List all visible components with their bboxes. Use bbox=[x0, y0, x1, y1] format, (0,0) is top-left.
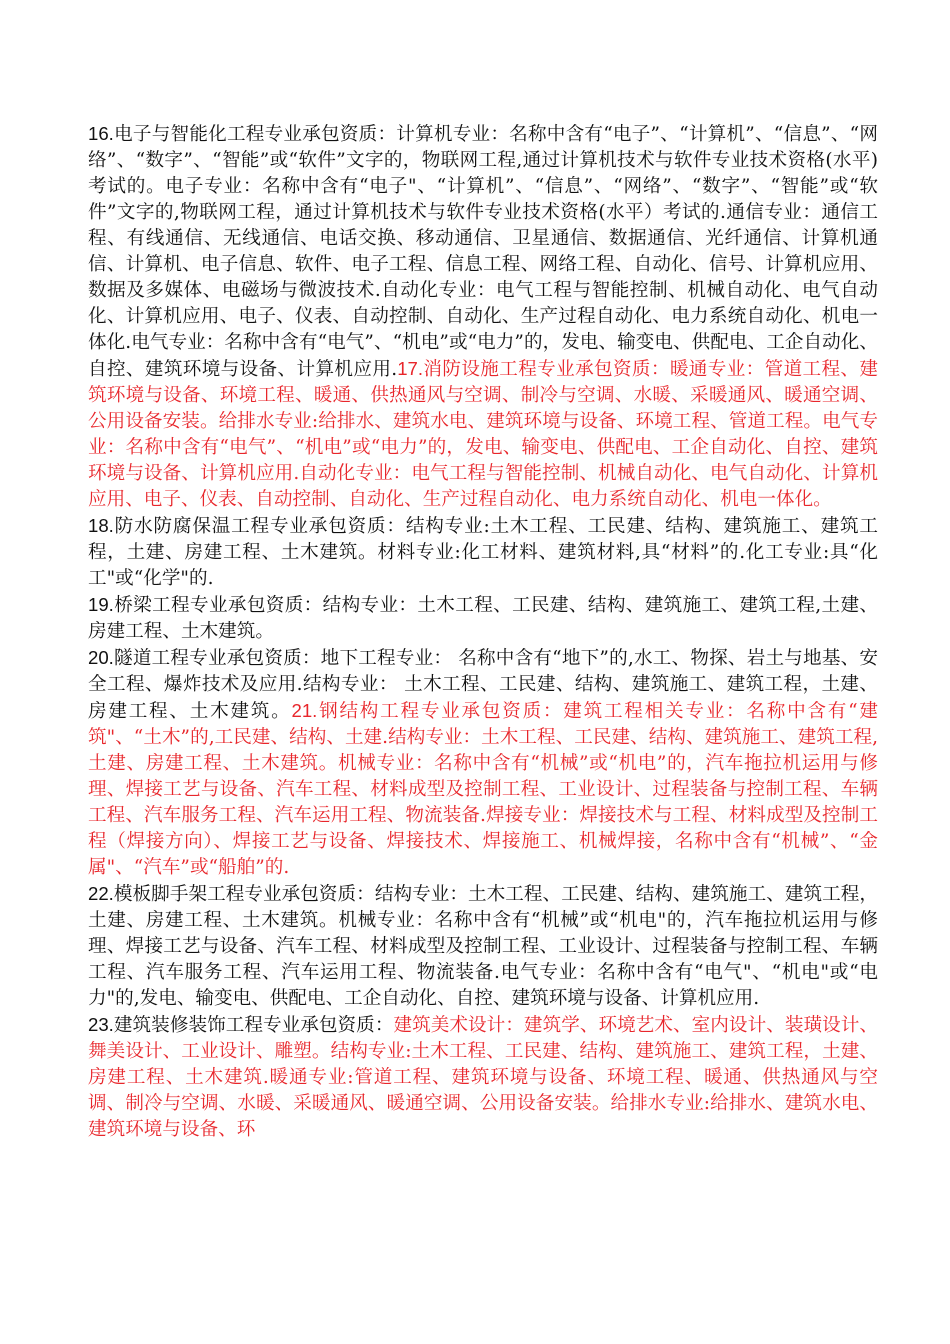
item-number-highlighted: 21. bbox=[291, 700, 318, 721]
item-number: 16. bbox=[88, 123, 114, 144]
paragraph-22 bbox=[88, 881, 878, 1012]
highlighted-text: 钢结构工程专业承包资质：建筑工程相关专业：名称中含有“建筑"、“土木”的,工民建、结构、土建.结构专业：土木工程、工民建、结构、建筑施工、建筑工程,土建、房建工程、土木建筑。机械专业：名称中含有“机械”或“机电”的，汽车拖拉机运用与修理、焊接工艺与设备、汽车工程、材料成型及控制工程、工业设计、过程装备与控制工程、车辆工程、汽车服务工程、汽车运用工程、物流装备.焊接专业：焊接技术与工程、材料成型及控制工程（焊接方向）、焊接工艺与设备、焊接技术、焊接施工、机械焊接，名称中含有“机械”、“金属"、“汽车”或“船舶”的. bbox=[88, 701, 878, 878]
item-number: 20. bbox=[88, 647, 114, 668]
paragraph-23 bbox=[88, 1012, 878, 1143]
paragraph-text: 防水防腐保温工程专业承包资质：结构专业:土木工程、工民建、结构、建筑施工、建筑工程，土建、房建工程、土木建筑。材料专业:化工材料、建筑材料,具“材料”的.化工专业:具“化工"或“化学"的. bbox=[88, 516, 878, 589]
paragraph-text: 建筑装修装饰工程专业承包资质： bbox=[113, 1015, 394, 1036]
paragraph-text: 隧道工程专业承包资质：地下工程专业： 名称中含有“地下”的,水工、物探、岩土与地基、安全工程、爆炸技术及应用.结构专业： 土木工程、工民建、结构、建筑施工、建筑工程，土建、房建工程、土木建筑。 bbox=[88, 648, 878, 722]
item-number: 19. bbox=[88, 594, 114, 615]
item-number: 18. bbox=[88, 515, 114, 536]
paragraph-text: 电子与智能化工程专业承包资质：计算机专业：名称中含有“电子”、“计算机”、“信息”、“网络”、“数字”、“智能”或“软件”文字的，物联网工程,通过计算机技术与软件专业技术资格(水平)考试的。电子专业：名称中含有“电子"、“计算机”、“信息”、“网络”、“数字”、“智能”或“软件”文字的,物联网工程，通过计算机技术与软件专业技术资格(水平）考试的.通信专业：通信工程、有线通信、无线通信、电话交换、移动通信、卫星通信、数据通信、光纤通信、计算机通信、计算机、电子信息、软件、电子工程、信息工程、网络工程、自动化、信号、计算机应用、数据及多媒体、电磁场与微波技术.自动化专业：电气工程与智能控制、机械自动化、电气自动化、计算机应用、电子、仪表、自动控制、自动化、生产过程自动化、电力系统自动化、机电一体化.电气专业：名称中含有“电气”、“机电”或“电力”的，发电、输变电、供配电、工企自动化、自控、建筑环境与设备、计算机应用. bbox=[88, 124, 878, 380]
paragraph-text: 模板脚手架工程专业承包资质：结构专业：土木工程、工民建、结构、建筑施工、建筑工程，土建、房建工程、土木建筑。机械专业：名称中含有“机械”或“机电"的，汽车拖拉机运用与修理、焊接工艺与设备、汽车工程、材料成型及控制工程、工业设计、过程装备与控制工程、车辆工程、汽车服务工程、汽车运用工程、物流装备.电气专业：名称中含有“电气"、“机电"或“电力"的,发电、输变电、供配电、工企自动化、自控、建筑环境与设备、计算机应用. bbox=[88, 884, 878, 1009]
document-page bbox=[88, 121, 878, 1143]
paragraph-16 bbox=[88, 121, 878, 513]
item-number: 23. bbox=[88, 1014, 114, 1035]
paragraph-18 bbox=[88, 513, 878, 592]
highlighted-text: 消防设施工程专业承包资质：暖通专业：管道工程、建筑环境与设备、环境工程、暖通、供热通风与空调、制冷与空调、水暖、采暖通风、暖通空调、公用设备安装。给排水专业:给排水、建筑水电、建筑环境与设备、环境工程、管道工程。电气专业：名称中含有“电气”、“机电”或“电力”的，发电、输变电、供配电、工企自动化、自控、建筑环境与设备、计算机应用.自动化专业：电气工程与智能控制、机械自动化、电气自动化、计算机应用、电子、仪表、自动控制、自动化、生产过程自动化、电力系统自动化、机电一体化。 bbox=[88, 359, 878, 510]
paragraph-20 bbox=[88, 645, 878, 881]
item-number: 22. bbox=[88, 883, 114, 904]
item-number-highlighted: 17. bbox=[397, 358, 424, 379]
paragraph-19 bbox=[88, 592, 878, 645]
paragraph-text: 桥梁工程专业承包资质：结构专业：土木工程、工民建、结构、建筑施工、建筑工程,土建、房建工程、土木建筑。 bbox=[88, 595, 878, 642]
highlighted-text: 建筑美术设计：建筑学、环境艺术、室内设计、装璜设计、舞美设计、工业设计、雕塑。结构专业:土木工程、工民建、结构、建筑施工、建筑工程，土建、房建工程、土木建筑.暖通专业:管道工程、建筑环境与设备、环境工程、暖通、供热通风与空调、制冷与空调、水暖、采暖通风、暖通空调、公用设备安装。给排水专业:给排水、建筑水电、建筑环境与设备、环 bbox=[88, 1015, 878, 1140]
